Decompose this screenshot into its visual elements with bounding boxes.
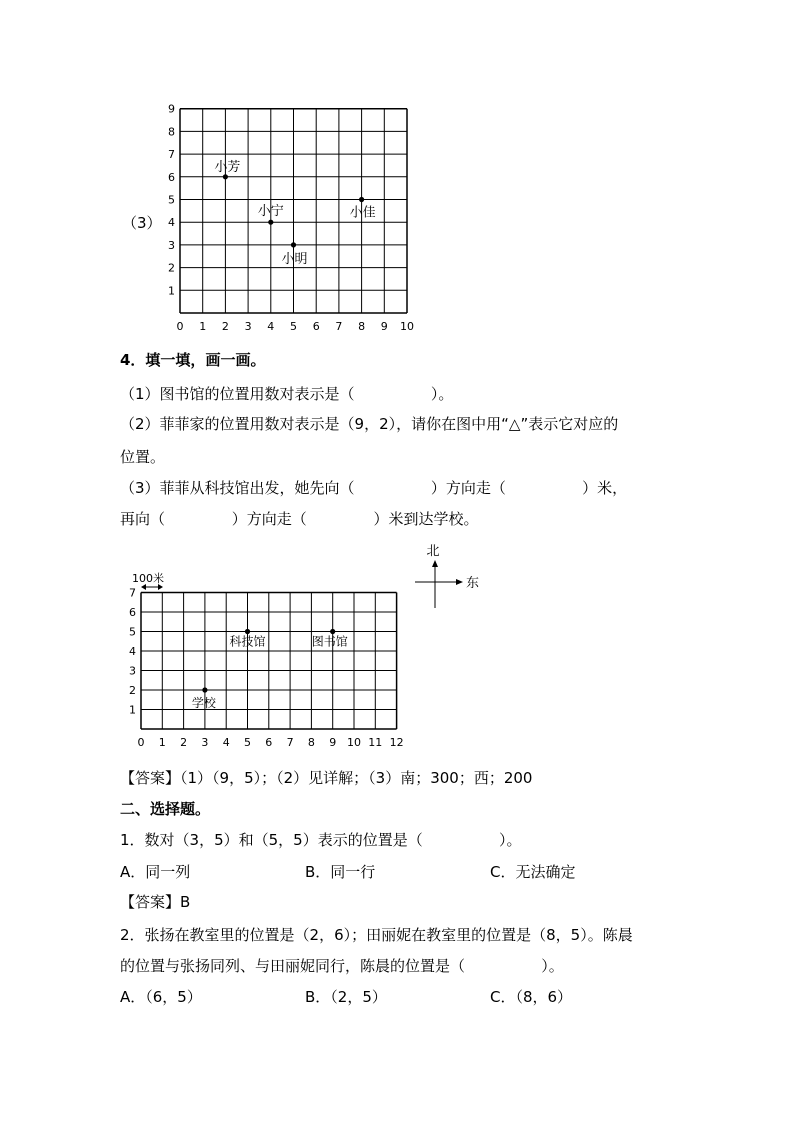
mc1-option-b: B．同一行	[305, 863, 376, 881]
mc1-question: 1．数对（3，5）和（5，5）表示的位置是（ ）。	[120, 831, 522, 849]
x-tick-label: 7	[286, 736, 294, 749]
x-tick-label: 9	[329, 736, 337, 749]
q4-line-4: （3）菲菲从科技馆出发，她先向（ ）方向走（ ）米，	[120, 479, 628, 497]
y-tick-label: 7	[129, 586, 136, 600]
point-label: 小芳	[214, 159, 241, 175]
q4-line-3: 位置。	[120, 448, 166, 466]
x-tick-label: 10	[400, 320, 414, 333]
x-tick-label: 0	[137, 736, 145, 749]
grid2-chart	[120, 538, 500, 756]
scale-label: 100米	[132, 572, 164, 585]
x-tick-label: 9	[380, 320, 388, 333]
x-tick-label: 6	[265, 736, 273, 749]
compass-north-arrow	[432, 560, 438, 567]
y-tick-label: 6	[129, 606, 136, 619]
x-tick-label: 11	[368, 736, 383, 749]
point-label: 图书馆	[311, 634, 348, 649]
x-tick-label: 0	[176, 320, 184, 333]
mc1-option-c: C．无法确定	[490, 863, 576, 881]
grid-point	[330, 629, 335, 634]
grid-point	[359, 197, 364, 202]
grid-point	[223, 174, 228, 179]
grid-point	[202, 687, 207, 692]
y-tick-label: 7	[168, 148, 175, 162]
mc2-question-line-1: 2．张扬在教室里的位置是（2，6）；田丽妮在教室里的位置是（8，5）。陈晨	[120, 926, 633, 944]
y-tick-label: 1	[168, 284, 175, 298]
y-tick-label: 3	[129, 664, 136, 678]
mc2-option-b: B．（2，5）	[305, 988, 387, 1006]
x-tick-label: 3	[201, 736, 209, 749]
x-tick-label: 10	[347, 736, 361, 749]
x-tick-label: 1	[199, 320, 207, 333]
section-2-title: 二、选择题。	[120, 800, 211, 818]
mc1-option-a: A．同一列	[120, 863, 191, 881]
grid-point	[245, 629, 250, 634]
y-tick-label: 1	[129, 703, 136, 717]
q4-line-5: 再向（ ）方向走（ ）米到达学校。	[120, 510, 479, 528]
x-tick-label: 4	[222, 736, 230, 749]
y-tick-label: 5	[129, 625, 136, 639]
x-tick-label: 1	[158, 736, 166, 749]
y-tick-label: 9	[168, 102, 175, 116]
y-tick-label: 8	[168, 125, 175, 139]
point-label: 小佳	[349, 205, 376, 221]
x-tick-label: 5	[290, 320, 297, 333]
y-tick-label: 4	[129, 645, 136, 658]
grid1-chart	[150, 100, 420, 340]
answer-q4: 【答案】（1）（9，5）；（2）见详解；（3）南；300；西；200	[120, 769, 533, 787]
x-tick-label: 2	[221, 320, 229, 333]
x-tick-label: 3	[244, 320, 252, 333]
grid1-prefix: （3）	[122, 214, 162, 232]
mc2-question-line-2: 的位置与张扬同列、与田丽妮同行，陈晨的位置是（ ）。	[120, 957, 564, 975]
q4-line-1: （1）图书馆的位置用数对表示是（ ）。	[120, 385, 454, 403]
x-tick-label: 8	[358, 320, 366, 333]
grid-point	[268, 220, 273, 225]
point-label: 小宁	[257, 204, 284, 220]
compass-east-arrow	[456, 579, 463, 585]
mc2-option-a: A．（6，5）	[120, 988, 202, 1006]
x-tick-label: 7	[335, 320, 343, 333]
q4-title: 4．填一填，画一画。	[120, 351, 266, 369]
grid-point	[291, 242, 296, 247]
y-tick-label: 6	[168, 170, 175, 184]
y-tick-label: 2	[168, 261, 175, 275]
q4-line-2: （2）菲菲家的位置用数对表示是（9，2），请你在图中用“△”表示它对应的	[120, 415, 619, 433]
x-tick-label: 8	[307, 736, 315, 749]
y-tick-label: 3	[168, 238, 175, 252]
x-tick-label: 12	[389, 736, 404, 749]
compass-east-label: 东	[466, 576, 480, 591]
mc2-option-c: C．（8，6）	[490, 988, 573, 1006]
mc1-answer: 【答案】B	[120, 893, 191, 911]
x-tick-label: 4	[267, 320, 275, 333]
compass-north-label: 北	[426, 544, 440, 559]
y-tick-label: 5	[168, 193, 175, 207]
x-tick-label: 6	[312, 320, 320, 333]
point-label: 学校	[191, 696, 216, 710]
x-tick-label: 5	[244, 736, 251, 749]
x-tick-label: 2	[180, 736, 188, 749]
y-tick-label: 4	[168, 216, 175, 230]
point-label: 小明	[281, 251, 308, 267]
y-tick-label: 2	[129, 684, 136, 697]
point-label: 科技馆	[229, 634, 266, 649]
